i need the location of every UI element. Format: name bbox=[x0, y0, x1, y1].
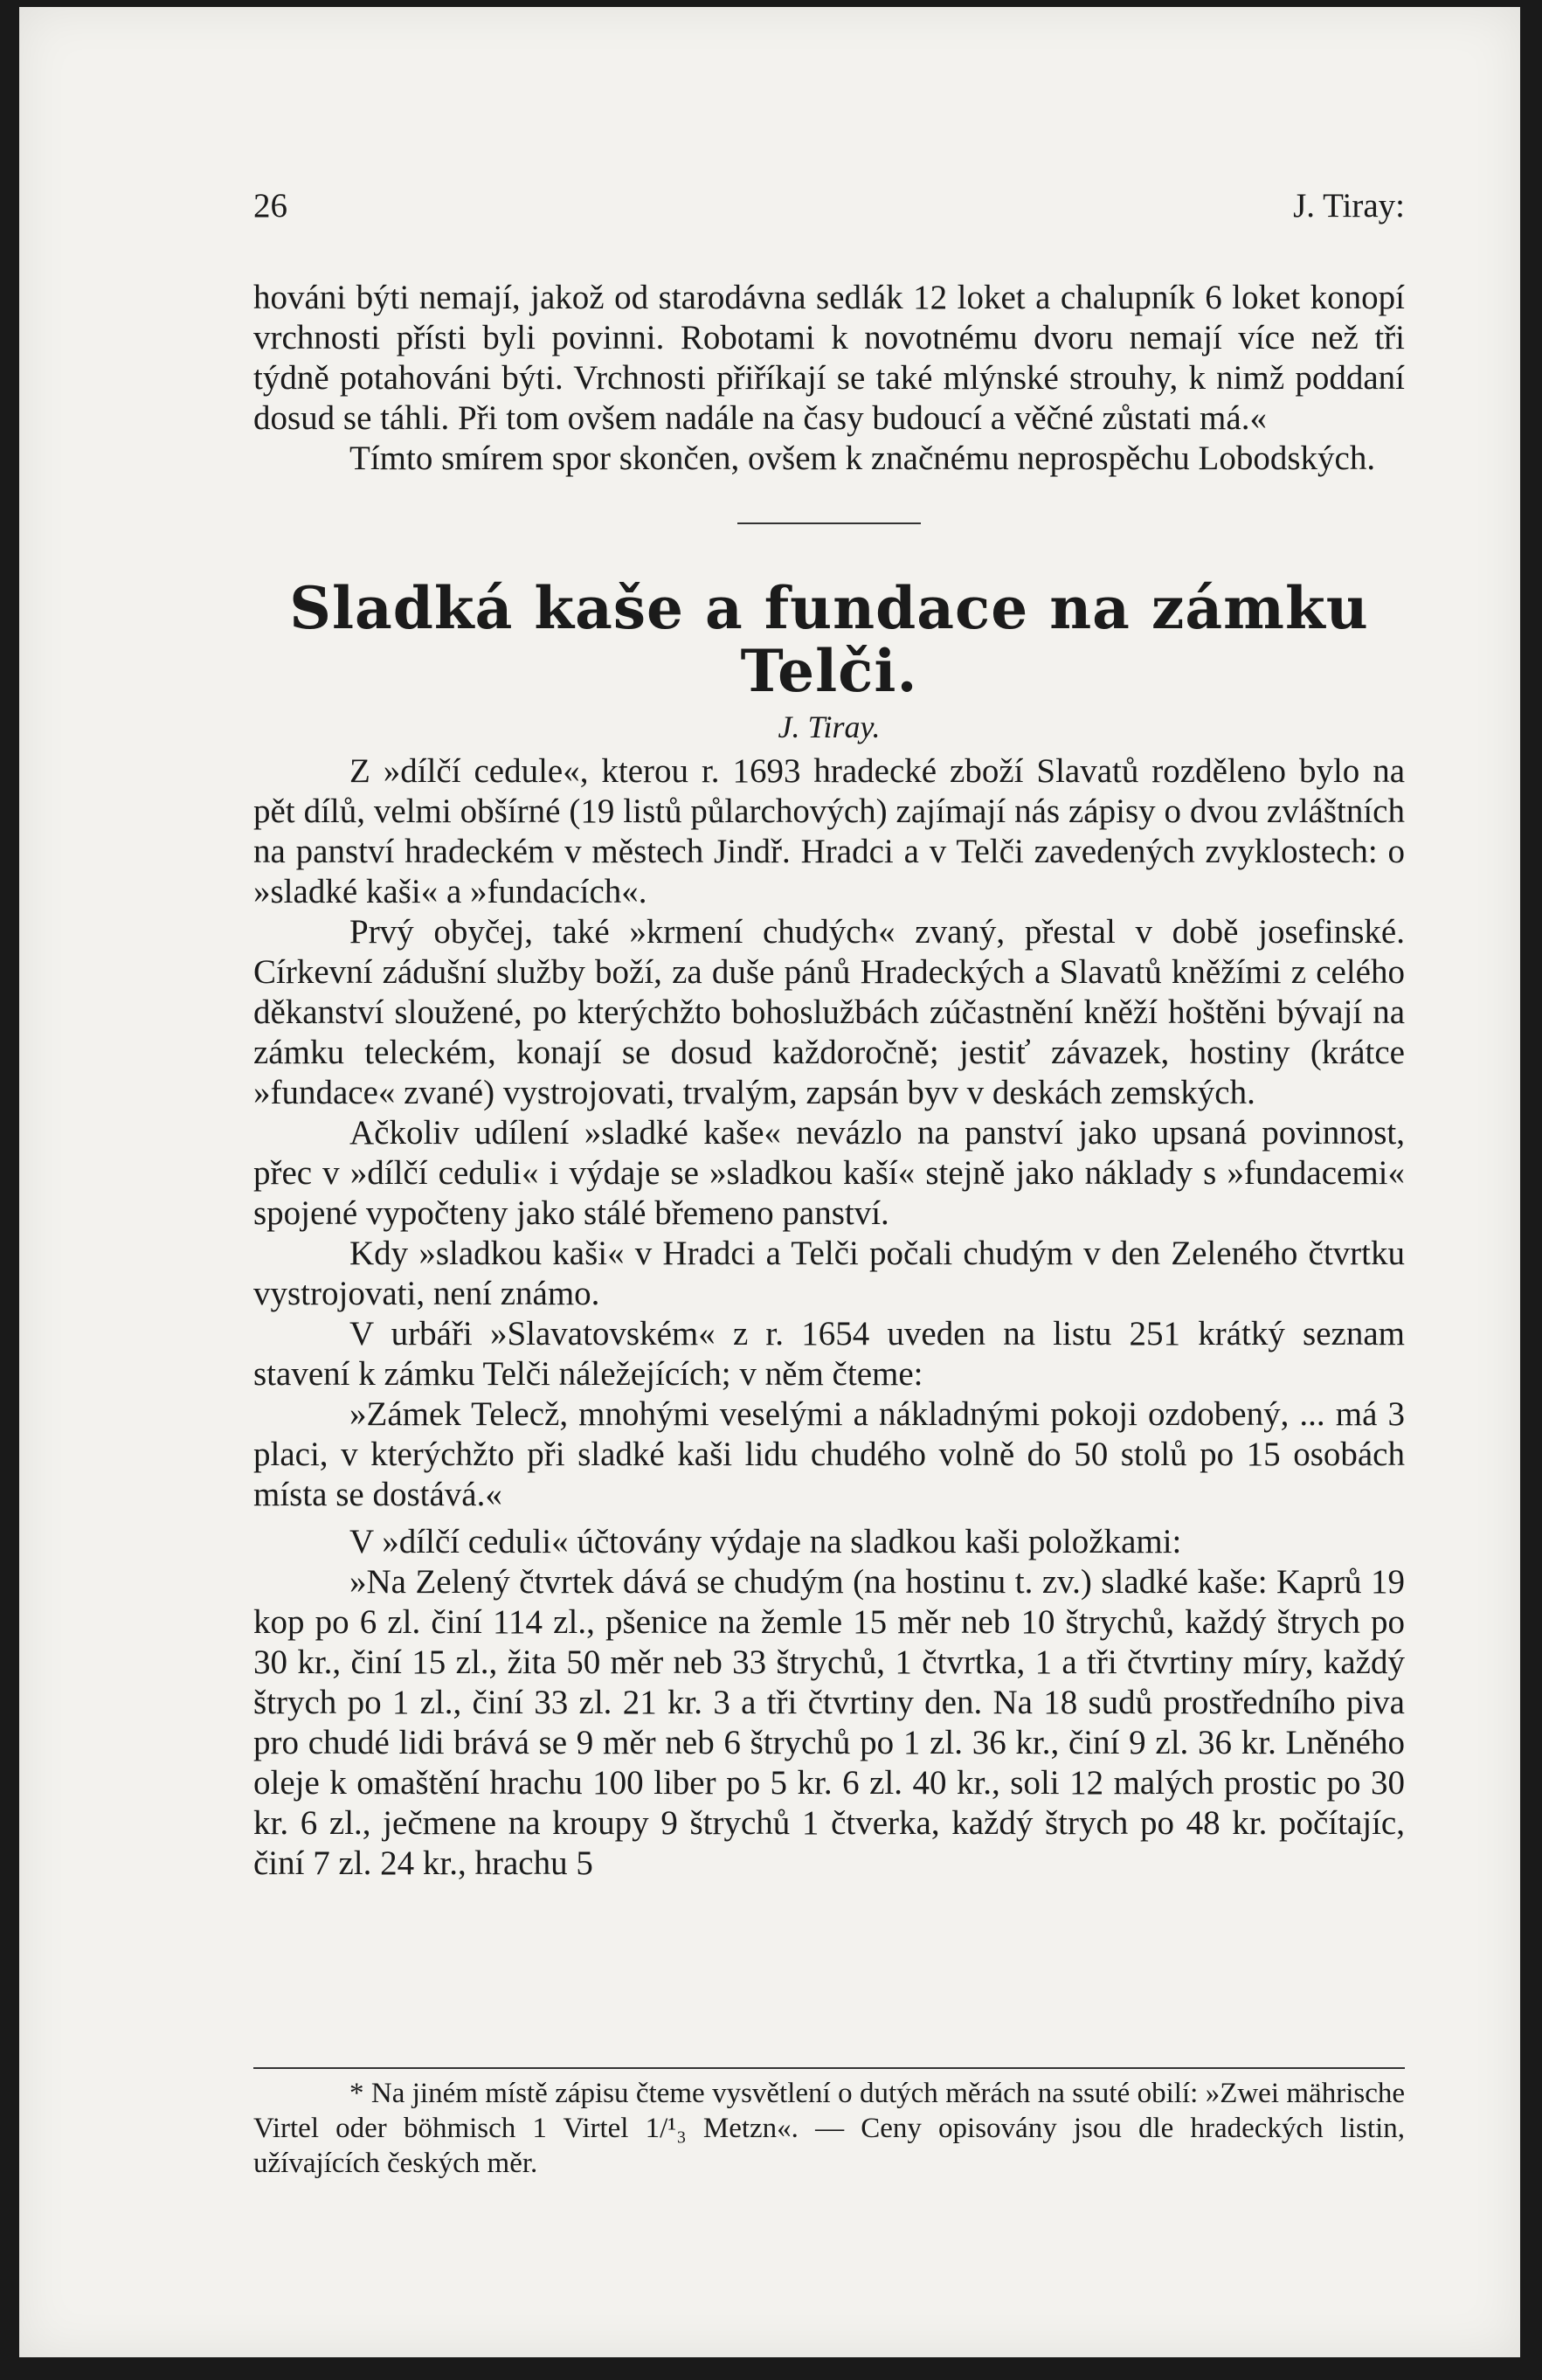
article-paragraph-5: V urbáři »Slavatovském« z r. 1654 uveden na listu 251 krátký seznam stavení k zámku Telči náležejících; v něm čteme: bbox=[253, 1315, 1405, 1393]
page-number: 26 bbox=[253, 187, 287, 225]
section-separator bbox=[737, 522, 921, 524]
article-paragraph-6: V »dílčí ceduli« účtovány výdaje na sladkou kaši položkami: bbox=[349, 1523, 1182, 1560]
footnote: * Na jiném místě zápisu čteme vysvětlení o dutých měrách na ssuté obilí: »Zwei mährische Virtel oder böhmisch 1 Virtel 1/¹₃ Metzn«. — Ceny opisovány jsou dle hradeckých listin, užívajících českých měr. bbox=[253, 2078, 1405, 2179]
article-quote-2: »Na Zelený čtvrtek dává se chudým (na hostinu t. zv.) sladké kaše: Kaprů 19 kop po 6 zl. činí 114 zl., pšenice na žemle 15 měr neb 10 štrychů, každý štrych po 30 kr., činí 15 zl., žita 50 měr neb 33 štrychů, 1 čtvrtka, 1 a tři čtvrtiny míry, každý štrych po 1 zl., činí 33 zl. 21 kr. 3 a tři čtvrtiny den. Na 18 sudů prostředního piva pro chudé lidi brává se 9 měr neb 6 štrychů po 1 zl. 36 kr., činí 9 zl. 36 kr. Lněného oleje k omaštění hrachu 100 liber po 5 kr. 6 zl. 40 kr., soli 12 malých prostic po 30 kr. 6 zl., ječmene na kroupy 9 štrychů 1 čtverka, každý štrych po 48 kr. počítajíc, činí 7 zl. 24 kr., hrachu 5 bbox=[253, 1563, 1405, 1882]
previous-article-paragraph-1: hováni býti nemají, jakož od starodávna sedlák 12 loket a chalupník 6 loket konopí vrchnosti přísti byli povinni. Robotami k novotnému dvoru nemají více než tři týdně potahováni býti. Vrchnosti přiříkají se také mlýnské strouhy, k nimž poddaní dosud se táhli. Při tom ovšem nadále na časy budoucí a věčné zůstati má.« bbox=[253, 279, 1405, 437]
article-paragraph-3: Ačkoliv udílení »sladké kaše« nevázlo na panství jako upsaná povinnost, přec v »dílčí ceduli« i výdaje se »sladkou kaší« stejně jako náklady s »fundacemi« spojené vypočteny jako stálé břemeno panství. bbox=[253, 1114, 1405, 1232]
running-head bbox=[253, 186, 1405, 239]
article-author: J. Tiray. bbox=[778, 709, 881, 744]
article-quote-1: »Zámek Telecž, mnohými veselými a nákladnými pokoji ozdobený, ... má 3 placi, v kterýchžto při sladké kaši lidu chudého volně do 50 stolů po 15 osobách místa se dostává.« bbox=[253, 1395, 1405, 1513]
article-title bbox=[253, 574, 1405, 705]
article-title-line-2: Telči. bbox=[740, 637, 918, 705]
book-page bbox=[19, 7, 1520, 2357]
article-title-line-1: Sladká kaše a fundace na zámku bbox=[289, 574, 1369, 642]
article-paragraph-2: Prvý obyčej, také »krmení chudých« zvaný, přestal v době josefinské. Církevní zádušní služby boží, za duše pánů Hradeckých a Slavatů kněžími z celého děkanství sloužené, po kterýchžto bohoslužbách zúčastnění kněží hoštěni bývají na zámku teleckém, konají se dosud každoročně; jestiť závazek, hostiny (krátce »fundace« zvané) vystrojovati, trvalým, zapsán byv v deskách zemských. bbox=[253, 913, 1405, 1111]
article-paragraph-4: Kdy »sladkou kaši« v Hradci a Telči počali chudým v den Zeleného čtvrtku vystrojovati, není známo. bbox=[253, 1235, 1405, 1312]
text-block bbox=[253, 278, 1405, 1884]
article-paragraph-1: Z »dílčí cedule«, kterou r. 1693 hradecké zboží Slavatů rozděleno bylo na pět dílů, velmi obšírné (19 listů půlarchových) zajímají nás zápisy o dvou zvláštních na panství hradeckém v městech Jindř. Hradci a v Telči zavedených zvyklostech: o »sladké kaši« a »fundacích«. bbox=[253, 752, 1405, 910]
article-body bbox=[253, 751, 1405, 1884]
footnote-rule bbox=[253, 2067, 1405, 2069]
previous-article-paragraph-2: Tímto smírem spor skončen, ovšem k značnému neprospěchu Lobodských. bbox=[349, 439, 1376, 477]
running-author: J. Tiray: bbox=[1293, 187, 1405, 225]
